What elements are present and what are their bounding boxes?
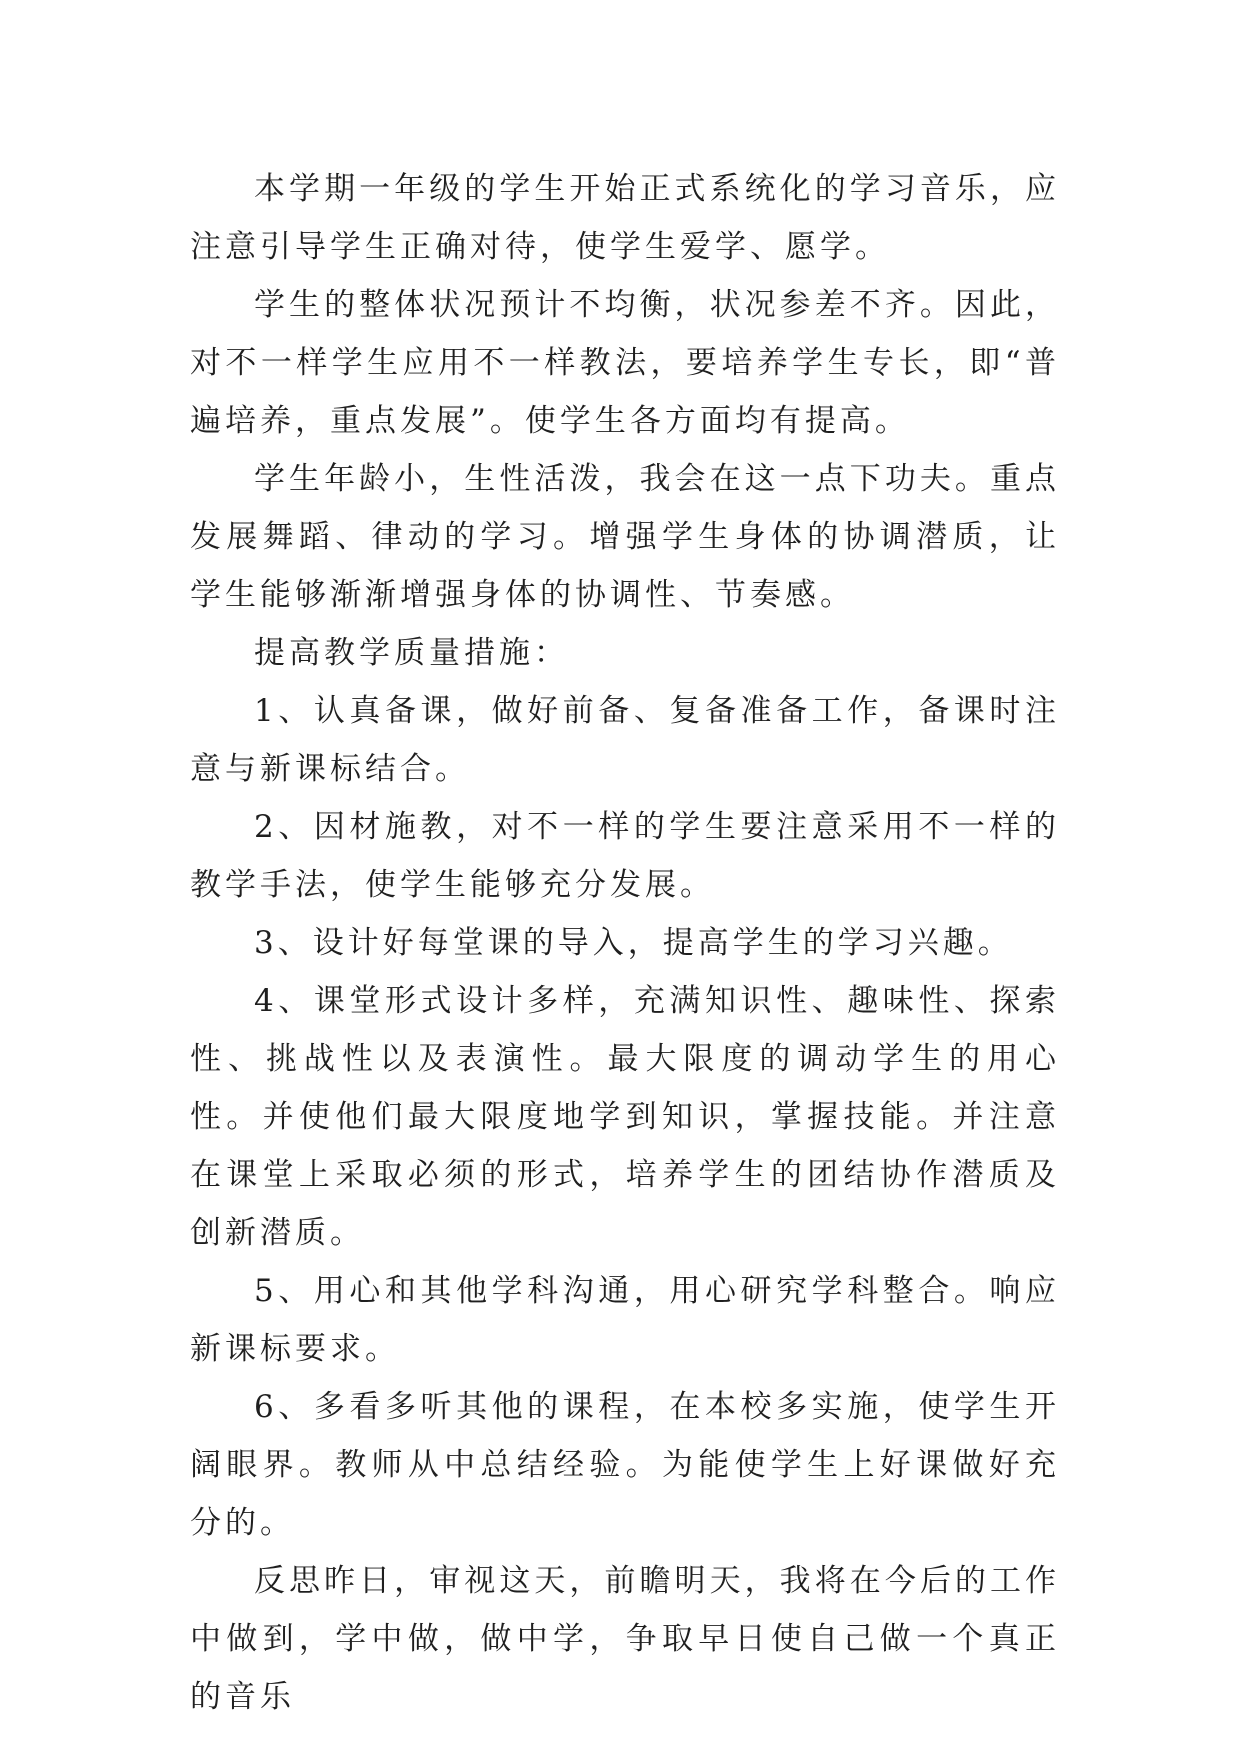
paragraph-measure-2: 2、因材施教，对不一样的学生要注意采用不一样的教学手法，使学生能够充分发展。 [190,809,1060,903]
document-body [190,160,1060,1726]
paragraph-measure-3: 3、设计好每堂课的导入，提高学生的学习兴趣。 [254,925,1013,961]
paragraph-measure-6: 6、多看多听其他的课程，在本校多实施，使学生开阔眼界。教师从中总结经验。为能使学生上好课做好充分的。 [190,1389,1060,1541]
paragraph-reflection: 反思昨日，审视这天，前瞻明天，我将在今后的工作中做到，学中做，做中学，争取早日使自己做一个真正的音乐 [190,1563,1060,1715]
paragraph-measure-4: 4、课堂形式设计多样，充满知识性、趣味性、探索性、挑战性以及表演性。最大限度的调动学生的用心性。并使他们最大限度地学到知识，掌握技能。并注意在课堂上采取必须的形式，培养学生的团结协作潜质及创新潜质。 [190,983,1060,1251]
paragraph-measure-1: 1、认真备课，做好前备、复备准备工作，备课时注意与新课标结合。 [190,693,1060,787]
paragraph-student-age: 学生年龄小，生性活泼，我会在这一点下功夫。重点发展舞蹈、律动的学习。增强学生身体的协调潜质，让学生能够渐渐增强身体的协调性、节奏感。 [190,461,1060,613]
paragraph-measures-heading: 提高教学质量措施： [254,635,569,671]
paragraph-intro: 本学期一年级的学生开始正式系统化的学习音乐，应注意引导学生正确对待，使学生爱学、愿学。 [190,171,1060,265]
paragraph-student-status: 学生的整体状况预计不均衡，状况参差不齐。因此，对不一样学生应用不一样教法，要培养学生专长，即“普遍培养，重点发展”。使学生各方面均有提高。 [190,287,1060,439]
paragraph-measure-5: 5、用心和其他学科沟通，用心研究学科整合。响应新课标要求。 [190,1273,1060,1367]
